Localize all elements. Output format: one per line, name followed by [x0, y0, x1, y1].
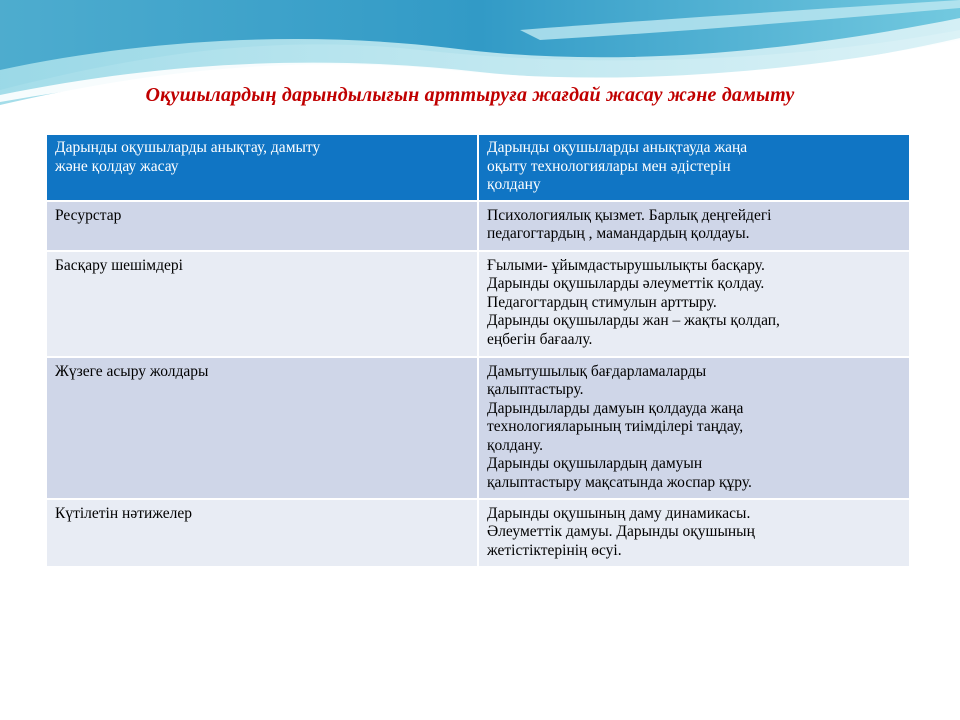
row-label: Басқару шешімдері — [47, 251, 478, 357]
slide-title: Оқушылардың дарындылығын арттыруға жағдай жасау және дамыту — [145, 84, 795, 106]
table-header-row — [47, 135, 909, 201]
row-content: Ғылыми- ұйымдастырушылықты басқару. Дарынды оқушыларды әлеуметтік қолдау. Педагогтардың стимулын арттыру. Дарынды оқушыларды жан – жақты қолдап, еңбегін бағаалу. — [478, 251, 909, 357]
table-row — [47, 499, 909, 567]
row-label: Күтілетін нәтижелер — [47, 499, 478, 567]
table-row — [47, 251, 909, 357]
row-content: Психологиялық қызмет. Барлық деңгейдегі педагогтардың , мамандардың қолдауы. — [478, 201, 909, 251]
row-content: Дарынды оқушының даму динамикасы. Әлеуметтік дамуы. Дарынды оқушының жетістіктерінің өсуі. — [478, 499, 909, 567]
row-label: Жүзеге асыру жолдары — [47, 357, 478, 499]
header-cell-1: Дарынды оқушыларды анықтау, дамыту және қолдау жасау — [47, 135, 478, 201]
row-label: Ресурстар — [47, 201, 478, 251]
table-row — [47, 201, 909, 251]
content-table — [47, 135, 909, 568]
header-cell-2: Дарынды оқушыларды анықтауда жаңа оқыту технологиялары мен әдістерін қолдану — [478, 135, 909, 201]
table-row — [47, 357, 909, 499]
row-content: Дамытушылық бағдарламаларды қалыптастыру. Дарындыларды дамуын қолдауда жаңа технологияларының тиімділері таңдау, қолдану. Дарынды оқушылардың дамуын қалыптастыру мақсатында жоспар құру. — [478, 357, 909, 499]
